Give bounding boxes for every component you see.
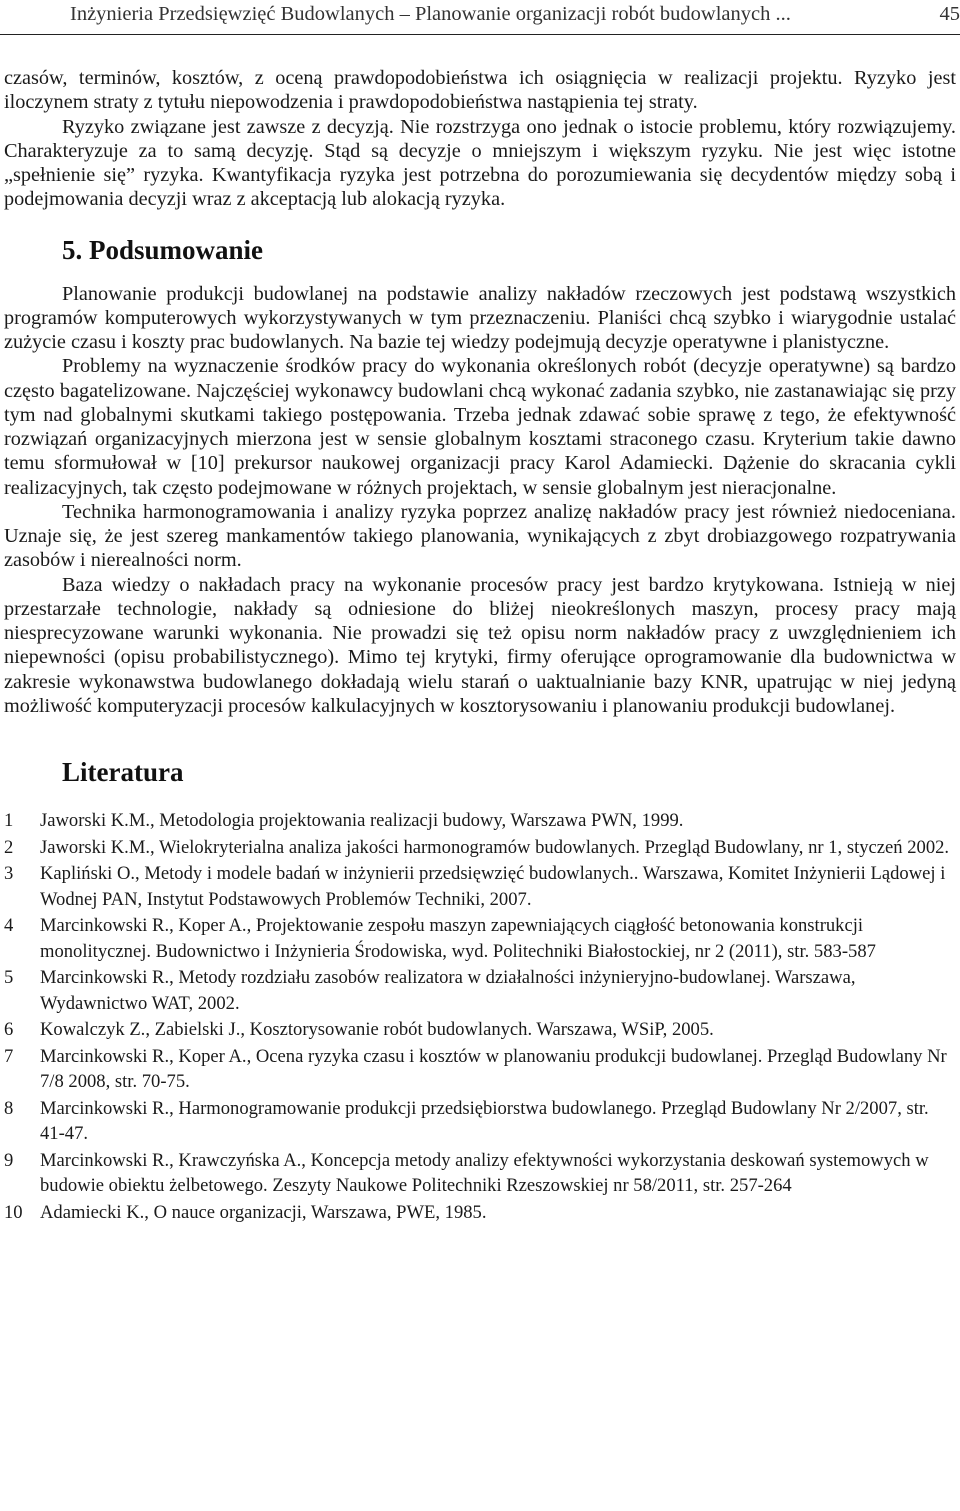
reference-number: 8	[4, 1097, 14, 1119]
reference-item	[4, 913, 956, 964]
reference-item	[4, 861, 956, 912]
reference-number: 10	[4, 1201, 23, 1223]
reference-number: 6	[4, 1019, 14, 1040]
summary-paragraph-1: Planowanie produkcji budowlanej na podstawie analizy nakładów rzeczowych jest podstawą wszystkich programów komputerowych wykorzystywanych w tym przeznaczeniu. Planiści chcą szybko i wiarygodnie ustalać zużycie czasu i koszty prac budowlanych. Na bazie tej wiedzy podejmują decyzje operatywne i planistyczne.	[4, 282, 956, 353]
reference-number: 3	[4, 863, 14, 884]
reference-text: Marcinkowski R., Koper A., Ocena ryzyka czasu i kosztów w planowaniu produkcji budowlanej. Przegląd Budowlany Nr 7/8 2008, str. 70-75.	[40, 1045, 947, 1092]
document-body	[4, 66, 956, 1226]
reference-text: Kowalczyk Z., Zabielski J., Kosztorysowanie robót budowlanych. Warszawa, WSiP, 2005.	[40, 1019, 714, 1040]
running-header	[0, 0, 960, 34]
summary-paragraph-4: Baza wiedzy o nakładach pracy na wykonanie procesów pracy jest bardzo krytykowana. Istnieją w niej przestarzałe technologie, nakłady są odniesione do bliżej nieokreślonych maszyn, procesy pracy mają niesprecyzowane warunki wykonania. Nie prowadzi się też opisu norm nakładów pracy z uwzględnieniem ich niepewności (opisu probabilistycznego). Mimo tej krytyki, firmy oferujące oprogramowanie dla budownictwa w zakresie wykonawstwa budowlanego dokładają wielu starań o uaktualnianie bazy KNR, upatrując w niej jedyną możliwość komputeryzacji procesów kalkulacyjnych w kosztorysowaniu i planowaniu produkcji budowlanej.	[4, 573, 956, 717]
reference-item	[4, 835, 956, 861]
reference-text: Marcinkowski R., Koper A., Projektowanie zespołu maszyn zapewniających ciągłość betonowania konstrukcji monolitycznej. Budownictwo i Inżynieria Środowiska, wyd. Politechniki Białostockiej, nr 2 (2011), str. 583-587	[40, 915, 876, 962]
reference-item	[4, 1096, 956, 1147]
reference-text: Jaworski K.M., Metodologia projektowania realizacji budowy, Warszawa PWN, 1999.	[40, 810, 684, 831]
reference-text: Marcinkowski R., Harmonogramowanie produkcji przedsiębiorstwa budowlanego. Przegląd Budowlany Nr 2/2007, str. 41-47.	[40, 1097, 929, 1144]
reference-number: 7	[4, 1045, 14, 1067]
reference-item	[4, 1044, 956, 1095]
reference-text: Marcinkowski R., Metody rozdziału zasobów realizatora w działalności inżynieryjno-budowlanej. Warszawa, Wydawnictwo WAT, 2002.	[40, 967, 856, 1014]
reference-number: 4	[4, 915, 14, 936]
reference-item	[4, 965, 956, 1016]
reference-text: Kapliński O., Metody i modele badań w inżynierii przedsięwzięć budowlanych.. Warszawa, Komitet Inżynierii Lądowej i Wodnej PAN, Instytut Podstawowych Problemów Techniki, 2007.	[40, 863, 946, 910]
section-heading: 5. Podsumowanie	[62, 234, 264, 265]
paragraph-continued: czasów, terminów, kosztów, z oceną prawdopodobieństwa ich osiągnięcia w realizacji projektu. Ryzyko jest iloczynem straty z tytułu niepowodzenia i prawdopodobieństwa nastąpienia tej straty.	[4, 67, 956, 114]
reference-item	[4, 1017, 956, 1043]
summary-paragraph-2: Problemy na wyznaczenie środków pracy do wykonania określonych robót (decyzje operatywne) są bardzo często bagatelizowane. Najczęściej wykonawcy budowlani chcą wykonać zadania szybko, nie zastanawiając się przy tym nad globalnymi skutkami takiego postępowania. Trzeba jednak zdawać sobie sprawę z tego, że efektywność rozwiązań organizacyjnych mierzona jest w sensie globalnym kosztami straconego czasu. Kryterium takie dawno temu sformułował w [10] prekursor naukowej organizacji pracy Karol Adamiecki. Dążenie do skracania cykli realizacyjnych, tak często podejmowane w różnych projektach, w sensie globalnym jest nieracjonalne.	[4, 355, 956, 499]
reference-text: Adamiecki K., O nauce organizacji, Warszawa, PWE, 1985.	[40, 1201, 487, 1223]
reference-text: Jaworski K.M., Wielokryterialna analiza jakości harmonogramów budowlanych. Przegląd Budowlany, nr 1, styczeń 2002.	[40, 836, 950, 858]
reference-number: 9	[4, 1149, 14, 1171]
running-title: Inżynieria Przedsięwzięć Budowlanych – Planowanie organizacji robót budowlanych ...	[70, 3, 791, 25]
reference-list	[4, 808, 956, 1225]
page-number: 45	[939, 3, 960, 25]
summary-paragraph-3: Technika harmonogramowania i analizy ryzyka poprzez analizę nakładów pracy jest również niedoceniana. Uznaje się, że jest szereg mankamentów takiego planowania, wynikających z zbyt drobiazgowego rozpatrywania zasobów i nierealności norm.	[4, 500, 956, 572]
reference-number: 5	[4, 967, 14, 988]
reference-item	[4, 808, 956, 834]
reference-number: 2	[4, 836, 14, 858]
header-rule	[0, 34, 960, 35]
literature-heading: Literatura	[62, 757, 184, 787]
paragraph-risk: Ryzyko związane jest zawsze z decyzją. Nie rozstrzyga ono jednak o istocie problemu, który rozwiązujemy. Charakteryzuje za to samą decyzję. Stąd są decyzje o mniejszym i większym ryzyku. Nie jest więc istotne „spełnienie się” ryzyka. Kwantyfikacja ryzyka jest potrzebna do porozumiewania się decydentów między sobą i podejmowania decyzji wraz z akceptacją lub alokacją ryzyka.	[4, 115, 956, 211]
reference-item	[4, 1200, 956, 1226]
reference-text: Marcinkowski R., Krawczyńska A., Koncepcja metody analizy efektywności wykorzystania deskowań systemowych w budowie obiektu żelbetowego. Zeszyty Naukowe Politechniki Rzeszowskiej nr 58/2011, str. 257-264	[40, 1149, 929, 1196]
reference-number: 1	[4, 810, 14, 831]
reference-item	[4, 1148, 956, 1199]
